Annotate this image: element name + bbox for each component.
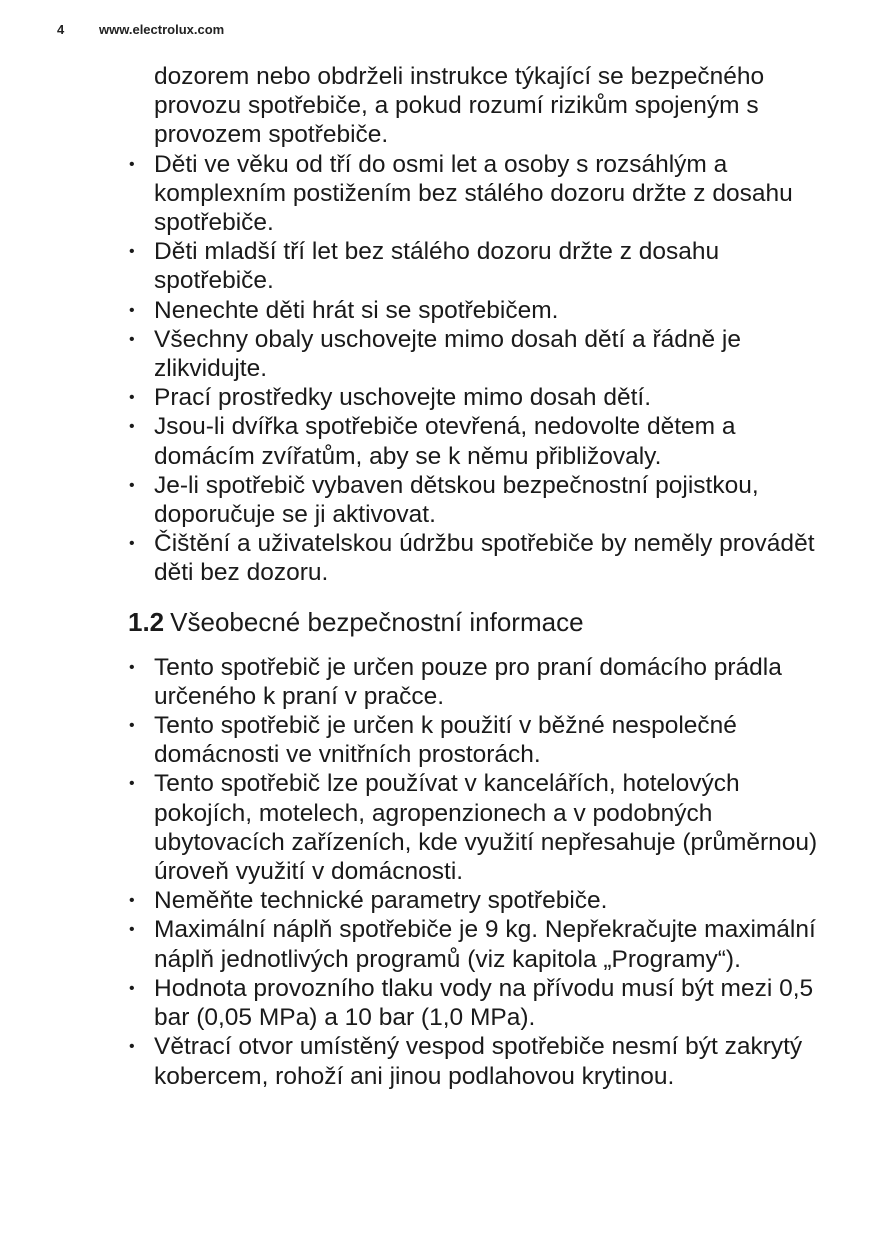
list-item: • Je-li spotřebič vybaven dětskou bezpečnostní pojistkou, doporučuje se ji aktivovat. xyxy=(129,471,759,529)
list-item: • Prací prostředky uschovejte mimo dosah dětí. xyxy=(129,384,652,412)
bullet-icon: • xyxy=(129,775,135,793)
list-item: • Maximální náplň spotřebiče je 9 kg. Nepřekračujte maximální náplň jednotlivých programů (viz kapitola „Programy“). xyxy=(129,916,816,973)
list-item: • Děti mladší tří let bez stálého dozoru držte z dosahu spotřebiče. xyxy=(129,238,720,295)
website-url: www.electrolux.com xyxy=(99,22,225,37)
bullet-icon: • xyxy=(129,476,135,494)
list-item: • Čištění a uživatelskou údržbu spotřebiče by neměly provádět děti bez dozoru. xyxy=(129,530,815,587)
continued-paragraph: dozorem nebo obdrželi instrukce týkající se bezpečného provozu spotřebiče, a pokud rozumí rizikům spojeným s provozem spotřebiče. xyxy=(154,63,765,149)
section-number: 1.2 xyxy=(128,606,165,637)
list-item: • Děti ve věku od tří do osmi let a osoby s rozsáhlým a komplexním postižením bez stálého dozoru držte z dosahu spotřebiče. xyxy=(129,150,793,237)
bullet-icon: • xyxy=(129,921,135,939)
page-number: 4 xyxy=(57,22,65,37)
bullet-icon: • xyxy=(129,389,135,407)
bullet-icon: • xyxy=(129,243,135,261)
list-item: • Větrací otvor umístěný vespod spotřebiče nesmí být zakrytý kobercem, rohoží ani jinou podlahovou krytinou. xyxy=(129,1033,803,1090)
bullet-icon: • xyxy=(129,892,135,910)
bullet-icon: • xyxy=(129,301,135,319)
list-item: • Tento spotřebič je určen pouze pro praní domácího prádla určeného k praní v pračce. xyxy=(129,653,782,710)
bullet-icon: • xyxy=(129,717,135,735)
bullet-icon: • xyxy=(129,155,135,173)
section-heading xyxy=(128,605,818,639)
bullet-icon: • xyxy=(129,535,135,553)
list-item: • Hodnota provozního tlaku vody na přívodu musí být mezi 0,5 bar (0,05 MPa) a 10 bar (1,0 MPa). xyxy=(129,974,814,1032)
list-item: • Neměňte technické parametry spotřebiče. xyxy=(129,887,608,915)
bullet-icon: • xyxy=(129,658,135,676)
bullet-icon: • xyxy=(129,330,135,348)
list-item: • Všechny obaly uschovejte mimo dosah dětí a řádně je zlikvidujte. xyxy=(129,325,741,383)
section-title: Všeobecné bezpečnostní informace xyxy=(170,606,584,637)
list-item: • Tento spotřebič lze používat v kancelářích, hotelových pokojích, motelech, agropenzionech a v podobných ubytovacích zařízeních, kde využití nepřesahuje (průměrnou) úroveň využití v domácnosti. xyxy=(129,770,818,886)
child-safety-list xyxy=(128,150,818,588)
page-header xyxy=(57,22,224,37)
list-item: • Nenechte děti hrát si se spotřebičem. xyxy=(129,296,559,324)
bullet-icon: • xyxy=(129,418,135,436)
page-content xyxy=(128,62,818,1091)
list-item: • Jsou-li dvířka spotřebiče otevřená, nedovolte dětem a domácím zvířatům, aby se k němu přibližovaly. xyxy=(129,413,736,470)
bullet-icon: • xyxy=(129,1038,135,1056)
list-item: • Tento spotřebič je určen k použití v běžné nespolečné domácnosti ve vnitřních prostorách. xyxy=(129,712,737,769)
bullet-icon: • xyxy=(129,979,135,997)
general-safety-list xyxy=(128,653,818,1091)
